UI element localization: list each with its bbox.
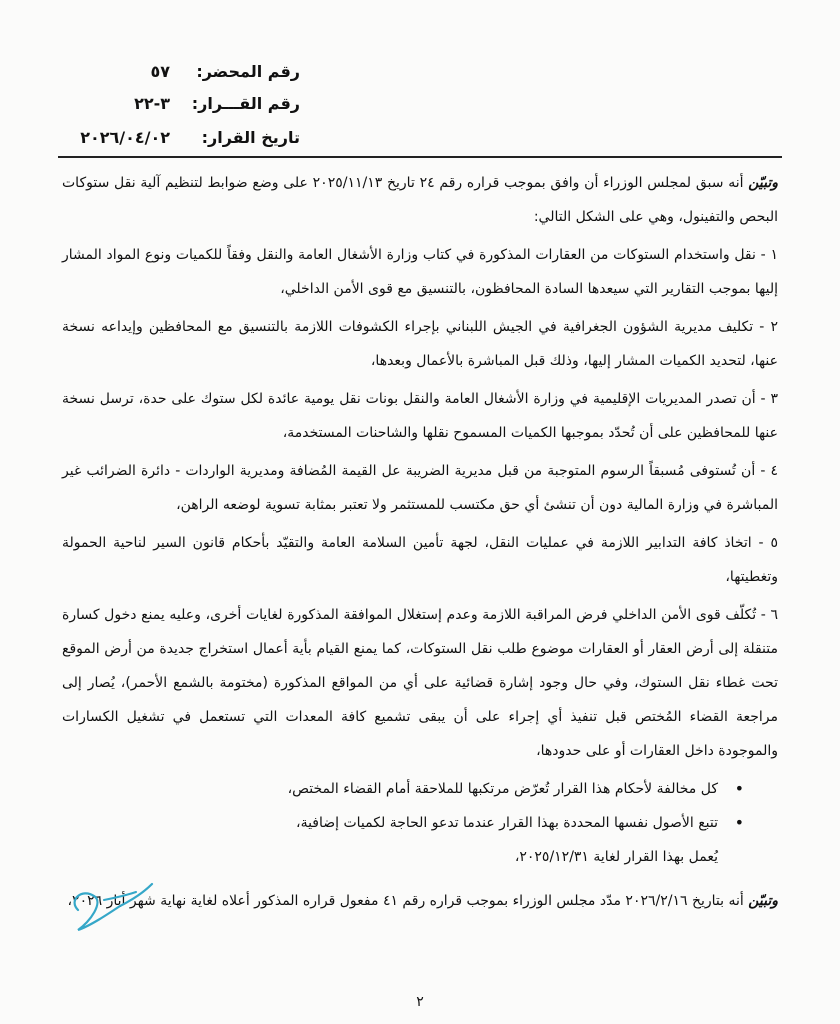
header-divider — [58, 156, 782, 158]
closing-text: أنه بتاريخ ٢٠٢٦/٢/١٦ مدّد مجلس الوزراء بموجب قراره رقم ٤١ مفعول قراره المذكور أعلاه لغاية نهاية شهر أيار ٢٠٢٦، — [67, 893, 749, 909]
clause-6: ٦ - تُكلّف قوى الأمن الداخلي فرض المراقبة اللازمة وعدم إستغلال الموافقة المذكورة لغايات أخرى، وعليه يمنع دخول كسارة متنقلة إلى أرض العقار أو العقارات موضوع طلب نقل الستوكات، كما يمنع القيام بأية أعمال استخراج جديدة من أرض الموقع تحت غطاء نقل الستوك، وفي حال وجود إشارة قضائية على أي من المواقع المذكورة (مختومة بالشمع الأحمر)، يُصار إلى مراجعة القضاء المُختص قبل تنفيذ أي إجراء على أن يبقى تشميع كافة المعدات التي تستعمل في تشغيل الكسارات والموجودة داخل العقارات أو على حدودها، — [62, 607, 778, 759]
closing-paragraph — [62, 884, 778, 918]
bullet-list — [62, 772, 778, 840]
validity-line: يُعمل بهذا القرار لغاية ٢٠٢٥/١٢/٣١، — [514, 849, 718, 865]
decision-date-row — [80, 128, 300, 147]
bullet-item: • كل مخالفة لأحكام هذا القرار تُعرّض مرتكبها للملاحقة أمام القضاء المختص، — [62, 772, 718, 806]
clause-4: ٤ - أن تُستوفى مُسبقاً الرسوم المتوجبة من قبل مديرية الضريبة عل القيمة المُضافة ومديرية الواردات - دائرة الضرائب غير المباشرة في وزارة المالية دون أن تنشئ أي حق مكتسب للمستثمر ولا تعتبر بمثابة تسوية لوضعه الراهن، — [62, 463, 778, 513]
closing-lead: وتبيّن — [748, 893, 778, 909]
record-number-value: ٥٧ — [150, 62, 170, 81]
decision-number-row — [134, 94, 300, 113]
decision-number-value: ٣-٢٢ — [134, 94, 170, 113]
record-number-label: رقم المحضر: — [196, 62, 300, 81]
page-number: ٢ — [416, 994, 424, 1010]
record-number-row — [150, 62, 300, 81]
clause-1: ١ - نقل واستخدام الستوكات من العقارات المذكورة في كتاب وزارة الأشغال العامة والنقل وفقاً للكميات ونوع المواد المشار إليها بموجب التقارير التي سيعدها السادة المحافظون، بالتنسيق مع قوى الأمن الداخلي، — [62, 247, 778, 297]
clause-5: ٥ - اتخاذ كافة التدابير اللازمة في عمليات النقل، لجهة تأمين السلامة العامة والتقيّد بأحكام قانون السير لناحية الحمولة وتغطيتها، — [62, 535, 778, 585]
document-body — [62, 166, 778, 922]
decision-date-value: ٢٠٢٦/٠٤/٠٢ — [80, 128, 170, 147]
clause-2: ٢ - تكليف مديرية الشؤون الجغرافية في الجيش اللبناني بإجراء الكشوفات اللازمة بالتنسيق مع المحافظين وإيداعه نسخة عنها، لتحديد الكميات المشار إليها، وذلك قبل المباشرة بالأعمال وبعدها، — [62, 319, 778, 369]
intro-text: أنه سبق لمجلس الوزراء أن وافق بموجب قراره رقم ٢٤ تاريخ ٢٠٢٥/١١/١٣ على وضع ضوابط لتنظيم آلية نقل ستوكات البحص والتفينول، وهي على الشكل التالي: — [62, 175, 778, 225]
decision-date-label: تاريخ القرار: — [201, 128, 300, 147]
bullet-item: • تتبع الأصول نفسها المحددة بهذا القرار عندما تدعو الحاجة لكميات إضافية، — [62, 806, 718, 840]
intro-lead: وتبيّن — [748, 175, 778, 191]
intro-paragraph — [62, 166, 778, 234]
signature-mark — [60, 870, 160, 940]
decision-number-label: رقم القـــرار: — [191, 94, 300, 113]
clause-3: ٣ - أن تصدر المديريات الإقليمية في وزارة الأشغال العامة والنقل بونات نقل يومية عائدة لكل ستوك على حدة، ترسل نسخة عنها للمحافظين على أن تُحدّد بموجبها الكميات المسموح نقلها والشاحنات المستخدمة، — [62, 391, 778, 441]
